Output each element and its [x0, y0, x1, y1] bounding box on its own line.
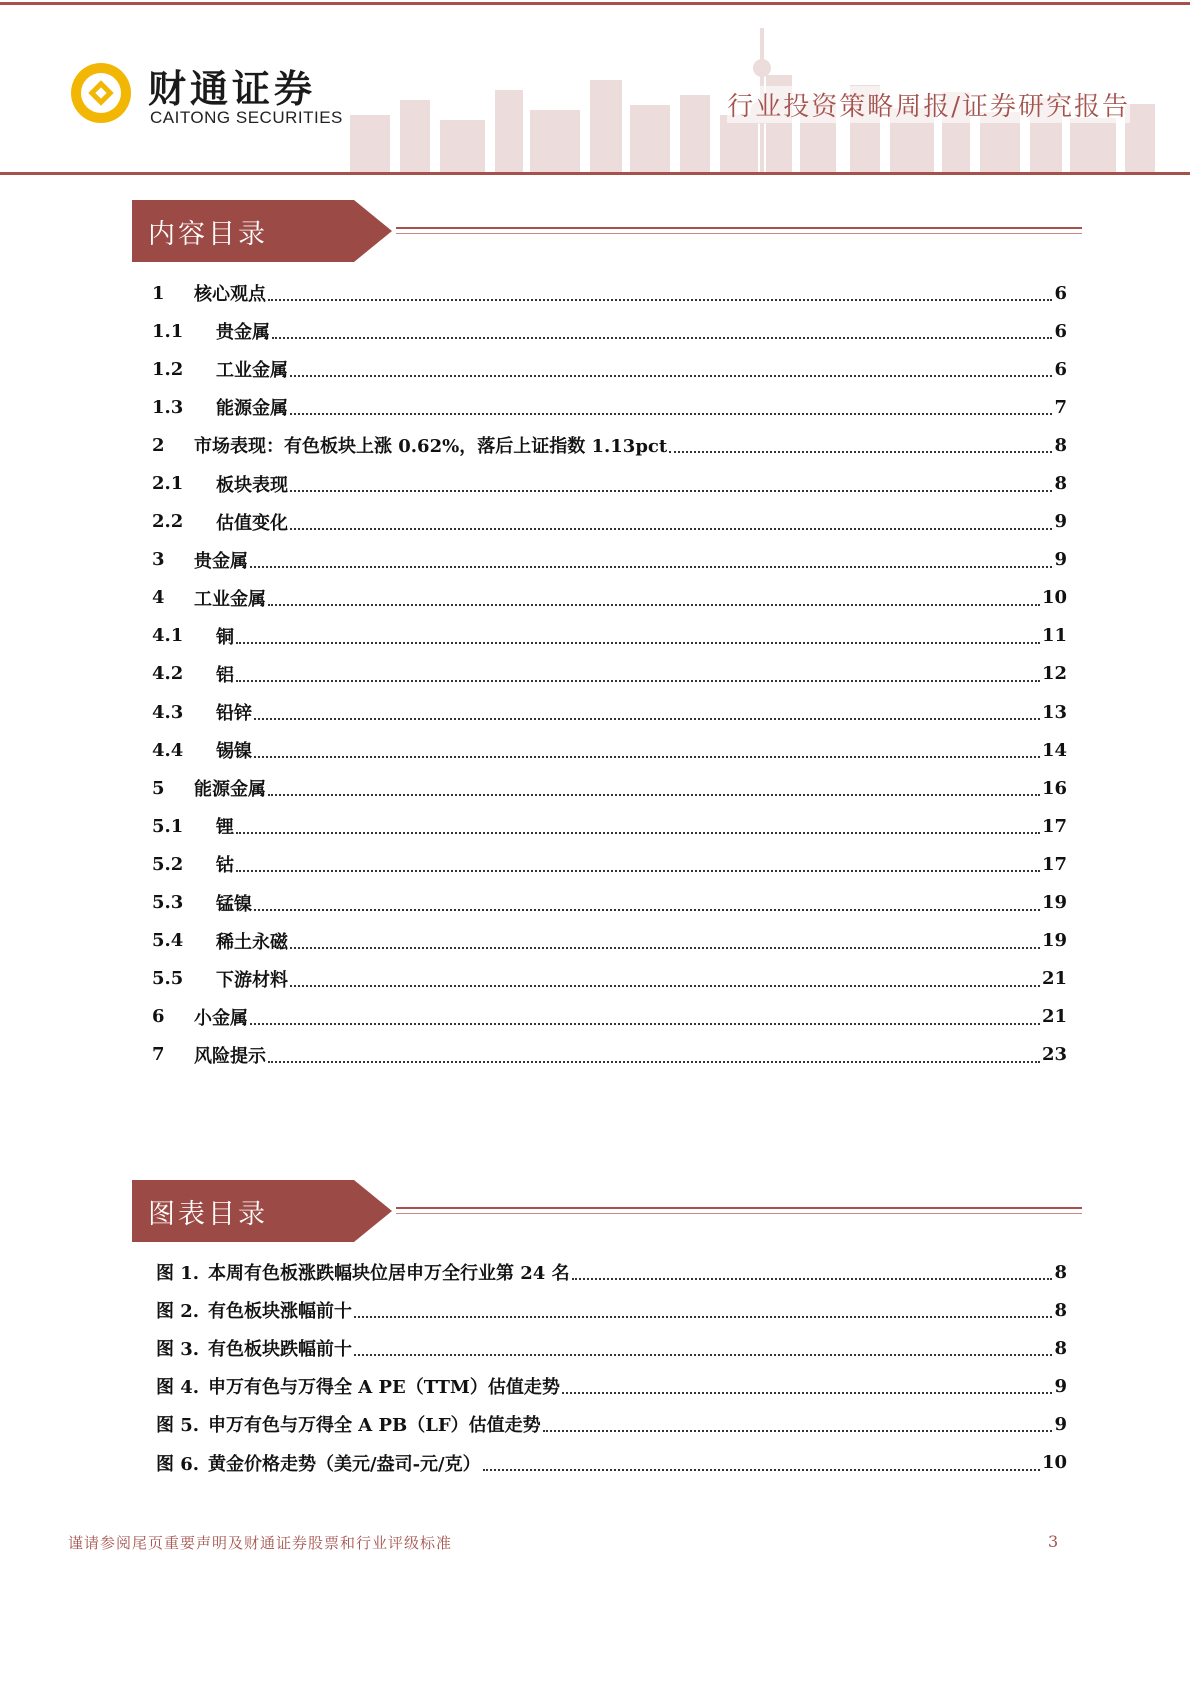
caitong-logo-icon	[68, 60, 134, 126]
figure-number: 图 6.	[156, 1453, 200, 1475]
toc-entry-row[interactable]	[152, 312, 1067, 350]
toc-entry-title: 锂	[216, 817, 234, 839]
figure-row[interactable]	[156, 1405, 1067, 1443]
toc-entry-number: 5.4	[152, 930, 184, 952]
dot-leader	[272, 337, 1052, 339]
toc-entry-title: 小金属	[194, 1007, 248, 1029]
toc-entry-row[interactable]	[152, 350, 1067, 388]
dot-leader	[254, 909, 1040, 911]
toc-entry-row[interactable]	[152, 884, 1067, 922]
logo-english-name: CAITONG SECURITIES	[150, 108, 343, 127]
toc-entry-page-number: 19	[1041, 930, 1067, 952]
dot-leader	[572, 1278, 1053, 1280]
figure-page-number: 9	[1054, 1375, 1067, 1397]
toc-entry-number: 4.3	[152, 701, 184, 723]
figure-title: 本周有色板涨跌幅块位居申万全行业第 24 名	[208, 1263, 570, 1285]
table-of-contents	[152, 274, 1067, 1074]
toc-entry-title: 能源金属	[216, 398, 288, 420]
toc-entry-title: 工业金属	[216, 360, 288, 382]
toc-entry-number: 4.4	[152, 739, 184, 761]
toc-entry-title: 风险提示	[194, 1045, 266, 1067]
dot-leader	[290, 490, 1052, 492]
toc-entry-page-number: 10	[1041, 587, 1067, 609]
toc-entry-number: 4.1	[152, 625, 184, 647]
dot-leader	[354, 1316, 1052, 1318]
figure-row[interactable]	[156, 1443, 1067, 1481]
toc-entry-number: 1.1	[152, 320, 184, 342]
figure-title: 申万有色与万得全 A PE（TTM）估值走势	[208, 1377, 560, 1399]
toc-entry-page-number: 14	[1041, 739, 1067, 761]
figure-title: 有色板块跌幅前十	[208, 1339, 352, 1361]
figure-page-number: 10	[1041, 1452, 1067, 1474]
figure-row[interactable]	[156, 1291, 1067, 1329]
logo-chinese-name: 财通证券	[148, 67, 317, 111]
toc-entry-title: 板块表现	[216, 474, 288, 496]
toc-entry-number: 1.3	[152, 396, 184, 418]
toc-entry-title: 核心观点	[194, 284, 266, 306]
toc-entry-number: 6	[152, 1006, 165, 1028]
figure-number: 图 2.	[156, 1301, 200, 1323]
figure-page-number: 8	[1054, 1261, 1067, 1283]
figure-page-number: 9	[1054, 1413, 1067, 1435]
toc-entry-number: 5.1	[152, 815, 184, 837]
toc-entry-title: 铅锌	[216, 703, 252, 725]
dot-leader	[669, 451, 1052, 453]
report-type-label: 行业投资策略周报/证券研究报告	[727, 86, 1130, 123]
dot-leader	[236, 642, 1040, 644]
section-rule	[396, 227, 1082, 229]
toc-entry-number: 4	[152, 587, 165, 609]
dot-leader	[290, 413, 1052, 415]
dot-leader	[290, 985, 1040, 987]
toc-entry-page-number: 16	[1041, 777, 1067, 799]
toc-entry-number: 5.5	[152, 968, 184, 990]
header-top-rule	[0, 2, 1190, 5]
dot-leader	[268, 299, 1052, 301]
toc-entry-page-number: 21	[1041, 1006, 1067, 1028]
toc-entry-row[interactable]	[152, 464, 1067, 502]
toc-entry-page-number: 12	[1041, 663, 1067, 685]
toc-entry-row[interactable]	[152, 274, 1067, 312]
figure-row[interactable]	[156, 1329, 1067, 1367]
toc-entry-number: 1.2	[152, 358, 184, 380]
toc-entry-row[interactable]	[152, 1036, 1067, 1074]
figure-title: 黄金价格走势（美元/盎司-元/克）	[208, 1453, 481, 1475]
toc-entry-page-number: 13	[1041, 701, 1067, 723]
toc-entry-title: 锡镍	[216, 741, 252, 763]
toc-entry-title: 市场表现：有色板块上涨 0.62%，落后上证指数 1.13pct	[194, 436, 668, 458]
toc-entry-page-number: 19	[1041, 892, 1067, 914]
section-rule-thin	[396, 1213, 1082, 1214]
dot-leader	[236, 870, 1040, 872]
dot-leader	[268, 1061, 1040, 1063]
toc-entry-number: 5.3	[152, 892, 184, 914]
toc-entry-number: 4.2	[152, 663, 184, 685]
toc-entry-page-number: 23	[1041, 1044, 1067, 1066]
contents-section-header	[132, 200, 1082, 262]
toc-entry-number: 2.2	[152, 511, 184, 533]
dot-leader	[483, 1469, 1040, 1471]
figure-number: 图 5.	[156, 1415, 200, 1437]
toc-entry-row[interactable]	[152, 807, 1067, 845]
figure-row[interactable]	[156, 1367, 1067, 1405]
toc-entry-title: 锰镍	[216, 893, 252, 915]
toc-entry-row[interactable]	[152, 426, 1067, 464]
disclaimer-note: 谨请参阅尾页重要声明及财通证券股票和行业评级标准	[68, 1534, 453, 1552]
figure-number: 图 1.	[156, 1263, 200, 1285]
toc-entry-page-number: 17	[1041, 853, 1067, 875]
list-of-figures	[156, 1253, 1067, 1482]
dot-leader	[254, 718, 1040, 720]
toc-entry-row[interactable]	[152, 693, 1067, 731]
toc-entry-row[interactable]	[152, 617, 1067, 655]
dot-leader	[250, 1023, 1040, 1025]
toc-entry-title: 铝	[216, 664, 234, 686]
toc-entry-row[interactable]	[152, 998, 1067, 1036]
toc-entry-title: 贵金属	[216, 322, 270, 344]
toc-entry-row[interactable]	[152, 655, 1067, 693]
dot-leader	[290, 528, 1052, 530]
dot-leader	[236, 832, 1040, 834]
toc-entry-title: 能源金属	[194, 779, 266, 801]
dot-leader	[250, 566, 1052, 568]
dot-leader	[290, 375, 1052, 377]
toc-entry-number: 7	[152, 1044, 165, 1066]
figure-page-number: 8	[1054, 1299, 1067, 1321]
toc-entry-title: 钴	[216, 855, 234, 877]
toc-entry-number: 2	[152, 434, 165, 456]
toc-entry-row[interactable]	[152, 579, 1067, 617]
page-number: 3	[1048, 1532, 1059, 1551]
toc-entry-number: 5	[152, 777, 165, 799]
page-header	[0, 0, 1190, 176]
section-rule	[396, 1207, 1082, 1209]
toc-entry-title: 贵金属	[194, 550, 248, 572]
toc-entry-page-number: 6	[1054, 282, 1067, 304]
toc-entry-page-number: 17	[1041, 815, 1067, 837]
toc-entry-row[interactable]	[152, 388, 1067, 426]
toc-entry-page-number: 21	[1041, 968, 1067, 990]
dot-leader	[290, 947, 1040, 949]
dot-leader	[268, 604, 1040, 606]
dot-leader	[562, 1392, 1053, 1394]
toc-entry-page-number: 6	[1054, 358, 1067, 380]
figure-title: 有色板块涨幅前十	[208, 1301, 352, 1323]
dot-leader	[354, 1354, 1052, 1356]
toc-entry-row[interactable]	[152, 541, 1067, 579]
toc-entry-row[interactable]	[152, 922, 1067, 960]
toc-entry-row[interactable]	[152, 845, 1067, 883]
toc-entry-row[interactable]	[152, 769, 1067, 807]
toc-entry-page-number: 8	[1054, 434, 1067, 456]
dot-leader	[236, 680, 1040, 682]
toc-entry-page-number: 8	[1054, 473, 1067, 495]
dot-leader	[543, 1430, 1053, 1432]
figure-title: 申万有色与万得全 A PB（LF）估值走势	[208, 1415, 541, 1437]
toc-entry-page-number: 9	[1054, 549, 1067, 571]
figure-number: 图 4.	[156, 1377, 200, 1399]
section-rule-thin	[396, 233, 1082, 234]
toc-entry-title: 稀土永磁	[216, 931, 288, 953]
figures-title: 图表目录	[148, 1199, 268, 1230]
contents-title: 内容目录	[148, 219, 268, 250]
dot-leader	[254, 756, 1040, 758]
toc-entry-title: 下游材料	[216, 969, 288, 991]
toc-entry-page-number: 6	[1054, 320, 1067, 342]
toc-entry-title: 工业金属	[194, 588, 266, 610]
toc-entry-number: 1	[152, 282, 165, 304]
figures-section-header	[132, 1180, 1082, 1242]
figure-number: 图 3.	[156, 1339, 200, 1361]
toc-entry-row[interactable]	[152, 731, 1067, 769]
figure-page-number: 8	[1054, 1337, 1067, 1359]
toc-entry-row[interactable]	[152, 503, 1067, 541]
figure-row[interactable]	[156, 1253, 1067, 1291]
toc-entry-page-number: 7	[1054, 396, 1067, 418]
toc-entry-title: 铜	[216, 626, 234, 648]
toc-entry-number: 3	[152, 549, 165, 571]
dot-leader	[268, 794, 1040, 796]
header-bottom-rule	[0, 172, 1190, 175]
toc-entry-page-number: 9	[1054, 511, 1067, 533]
toc-entry-number: 5.2	[152, 853, 184, 875]
toc-entry-row[interactable]	[152, 960, 1067, 998]
toc-entry-page-number: 11	[1041, 625, 1067, 647]
toc-entry-title: 估值变化	[216, 512, 288, 534]
toc-entry-number: 2.1	[152, 473, 184, 495]
